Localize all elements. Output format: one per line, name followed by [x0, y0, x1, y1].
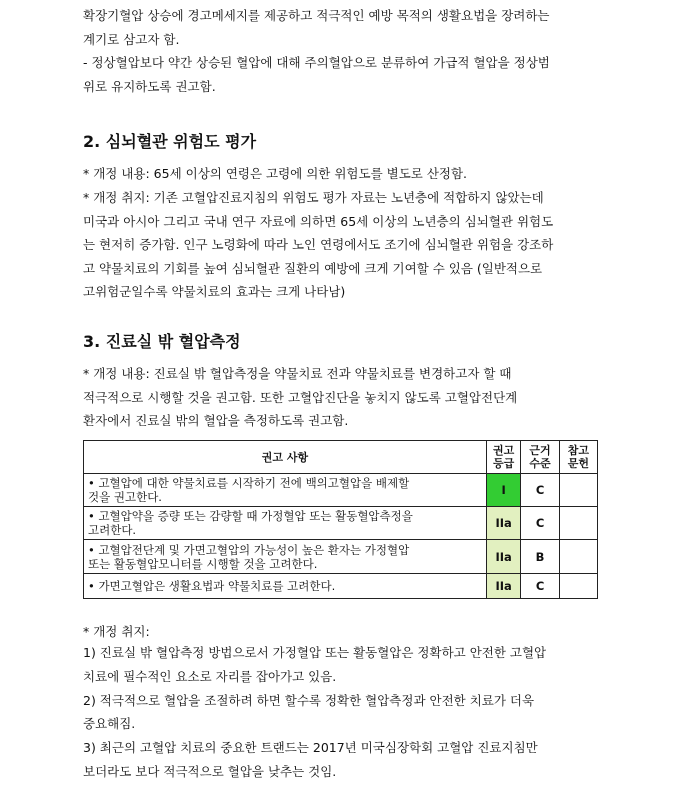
- revision-line: * 개정 내용: 진료실 밖 혈압측정을 약물치료 전과 약물치료를 변경하고자 할 때: [83, 366, 512, 381]
- rationale-line: 3) 최근의 고혈압 치료의 중요한 트랜드는 2017년 미국심장학회 고혈압 진료지침만: [83, 740, 538, 756]
- intro-line: 확장기혈압 상승에 경고메세지를 제공하고 적극적인 예방 목적의 생활요법을 장려하는: [83, 8, 550, 23]
- rationale-line: 미국과 아시아 그리고 국내 연구 자료에 의하면 65세 이상의 노년층의 심뇌혈관 위험도: [83, 213, 554, 229]
- section-3-revision-content: [83, 362, 598, 433]
- header-recommendation: 권고 사항: [84, 441, 487, 474]
- recommendation-table-wrapper: [83, 440, 598, 599]
- level-cell: B: [521, 540, 559, 574]
- reference-cell: [559, 540, 597, 574]
- recommendation-cell: • 고혈압전단계 및 가면고혈압의 가능성이 높은 환자는 가정혈압 또는 활동혈압모니터를 시행할 것을 고려한다.: [84, 540, 487, 574]
- recommendation-table: [83, 440, 598, 599]
- header-grade: 권고 등급: [486, 441, 521, 474]
- rationale-line: 고위험군일수록 약물치료의 효과는 크게 나타남): [83, 284, 346, 299]
- intro-line: 계기로 삼고자 함.: [83, 31, 180, 47]
- reference-cell: [559, 574, 597, 599]
- section-2-revision-content: [83, 162, 598, 186]
- header-reference: 참고 문헌: [559, 441, 597, 474]
- section-3-rationale-title: * 개정 취지:: [83, 624, 150, 639]
- table-row: [84, 574, 598, 599]
- section-3-heading: 3. 진료실 밖 혈압측정: [83, 332, 241, 351]
- section-2-heading: 2. 심뇌혈관 위험도 평가: [83, 132, 257, 151]
- grade-cell: IIa: [486, 540, 521, 574]
- revision-content-line: * 개정 내용: 65세 이상의 연령은 고령에 의한 위험도를 별도로 산정함.: [83, 166, 468, 181]
- level-cell: C: [521, 507, 559, 540]
- rationale-line: 2) 적극적으로 혈압을 조절하려 하면 할수록 정확한 혈압측정과 안전한 치료가 더욱: [83, 692, 535, 708]
- section-2-rationale: [83, 186, 598, 304]
- grade-cell: IIa: [486, 507, 521, 540]
- intro-line: 위로 유지하도록 권고함.: [83, 78, 216, 94]
- rationale-line: 중요해짐.: [83, 716, 136, 732]
- rationale-line: * 개정 취지: 기존 고혈압진료지침의 위험도 평가 자료는 노년층에 적합하지 않았는데: [83, 190, 544, 205]
- rationale-line: 1) 진료실 밖 혈압측정 방법으로서 가정혈압 또는 활동혈압은 정확하고 안전한 고혈압: [83, 645, 547, 660]
- rationale-line: 고 약물치료의 기회를 높여 심뇌혈관 질환의 예방에 크게 기여할 수 있음 (일반적으로: [83, 260, 543, 276]
- reference-cell: [559, 474, 597, 507]
- table-row: [84, 507, 598, 540]
- rationale-line: 보더라도 보다 적극적으로 혈압을 낮추는 것임.: [83, 763, 337, 779]
- recommendation-cell: • 고혈압약을 증량 또는 감량할 때 가정혈압 또는 활동혈압측정을 고려한다.: [84, 507, 487, 540]
- grade-cell: I: [486, 474, 521, 507]
- revision-line: 적극적으로 시행할 것을 권고함. 또한 고혈압진단을 놓치지 않도록 고혈압전단계: [83, 389, 518, 405]
- level-cell: C: [521, 574, 559, 599]
- recommendation-cell: • 가면고혈압은 생활요법과 약물치료를 고려한다.: [84, 574, 487, 599]
- table-header-row: [84, 441, 598, 474]
- table-row: [84, 474, 598, 507]
- revision-line: 환자에서 진료실 밖의 혈압을 측정하도록 권고함.: [83, 413, 349, 428]
- section-3-rationale: [83, 641, 598, 784]
- header-level: 근거 수준: [521, 441, 559, 474]
- table-row: [84, 540, 598, 574]
- intro-paragraph: [83, 4, 598, 98]
- recommendation-cell: • 고혈압에 대한 약물치료를 시작하기 전에 백의고혈압을 배제할 것을 권고한다.: [84, 474, 487, 507]
- rationale-line: 는 현저히 증가함. 인구 노령화에 따라 노인 연령에서도 조기에 심뇌혈관 위험을 강조하: [83, 237, 554, 252]
- grade-cell: IIa: [486, 574, 521, 599]
- intro-line: - 정상혈압보다 약간 상승된 혈압에 대해 주의혈압으로 분류하여 가급적 혈압을 정상범: [83, 55, 550, 70]
- rationale-line: 치료에 필수적인 요소로 자리를 잡아가고 있음.: [83, 668, 337, 684]
- level-cell: C: [521, 474, 559, 507]
- reference-cell: [559, 507, 597, 540]
